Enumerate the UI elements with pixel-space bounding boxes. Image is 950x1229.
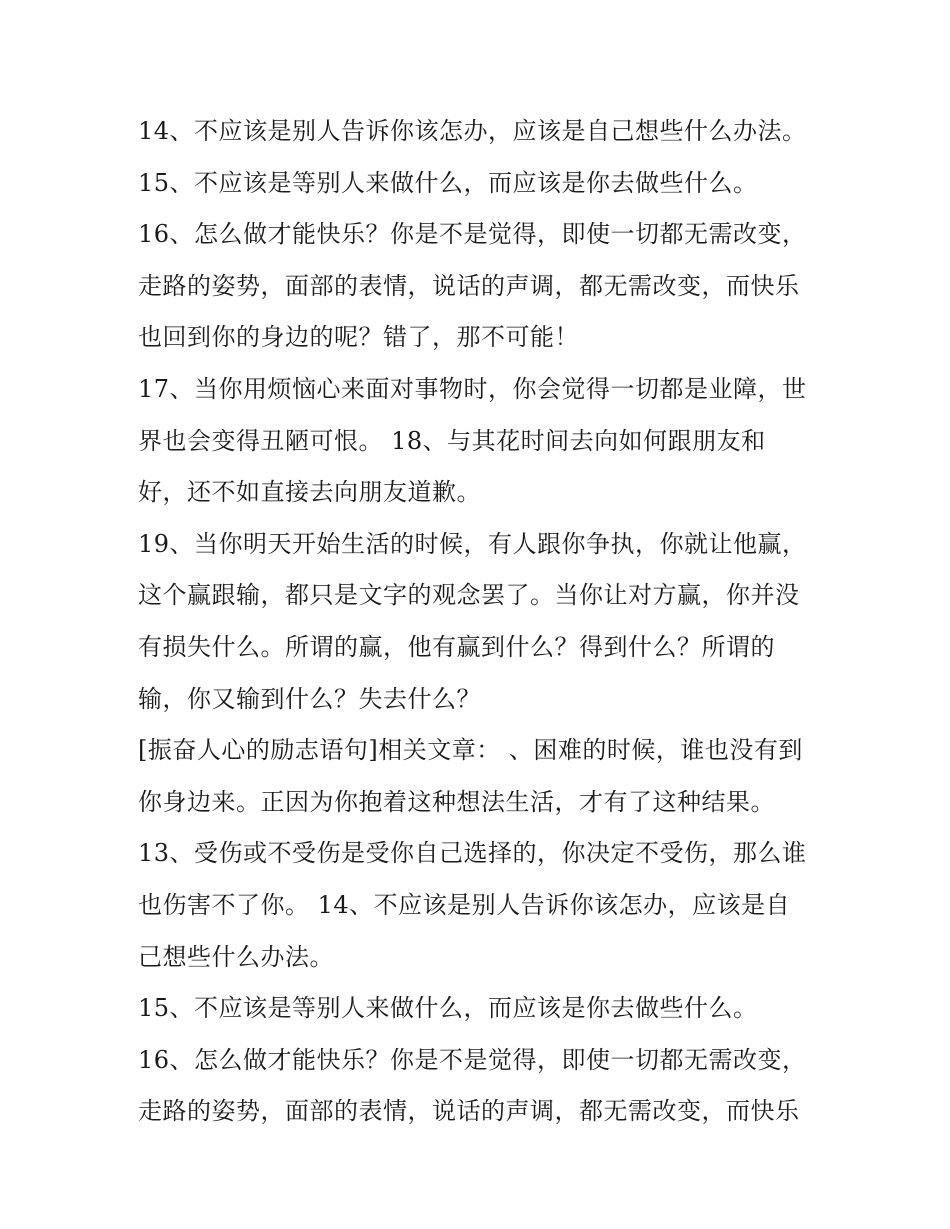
- document-body: [138, 106, 818, 1138]
- text-line: 这个赢跟输，都只是文字的观念罢了。当你让对方赢，你并没: [138, 581, 800, 610]
- text-line: 15、不应该是等别人来做什么，而应该是你去做些什么。: [138, 994, 758, 1023]
- text-line: 好，还不如直接去向朋友道歉。: [138, 478, 481, 507]
- text-line: 也伤害不了你。 14、不应该是别人告诉你该怎办，应该是自: [138, 890, 791, 919]
- text-line: [振奋人心的励志语句]相关文章： 、困难的时候，谁也没有到: [138, 736, 803, 765]
- text-line: 你身边来。正因为你抱着这种想法生活，才有了这种结果。: [138, 787, 775, 816]
- text-line: 有损失什么。所谓的赢，他有赢到什么？得到什么？所谓的: [138, 632, 775, 661]
- text-line: 17、当你用烦恼心来面对事物时，你会觉得一切都是业障，世: [138, 374, 807, 403]
- text-line: 走路的姿势，面部的表情，说话的声调，都无需改变，而快乐: [138, 1097, 800, 1126]
- text-line: 输，你又输到什么？失去什么？: [138, 684, 481, 713]
- text-line: 走路的姿势，面部的表情，说话的声调，都无需改变，而快乐: [138, 271, 800, 300]
- text-line: 也回到你的身边的呢？错了，那不可能！: [138, 323, 579, 352]
- text-line: 己想些什么办法。: [138, 942, 334, 971]
- text-line: 14、不应该是别人告诉你该怎办，应该是自己想些什么办法。: [138, 117, 807, 145]
- text-line: 13、受伤或不受伤是受你自己选择的，你决定不受伤，那么谁: [138, 839, 807, 868]
- text-line: 15、不应该是等别人来做什么，而应该是你去做些什么。: [138, 168, 758, 197]
- text-line: 16、怎么做才能快乐？你是不是觉得，即使一切都无需改变，: [138, 220, 807, 249]
- text-line: 16、怎么做才能快乐？你是不是觉得，即使一切都无需改变，: [138, 1045, 807, 1074]
- text-line: 19、当你明天开始生活的时候，有人跟你争执，你就让他赢，: [138, 529, 807, 558]
- text-line: 界也会变得丑陋可恨。 18、与其花时间去向如何跟朋友和: [138, 426, 766, 455]
